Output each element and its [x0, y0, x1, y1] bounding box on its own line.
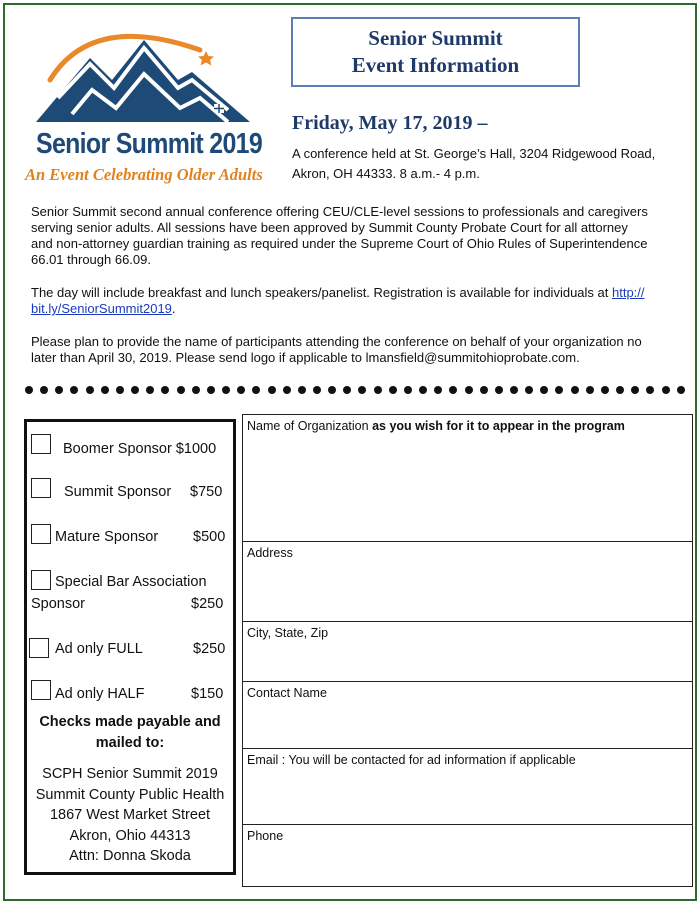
separator-dot	[404, 386, 412, 394]
ad-half-checkbox[interactable]	[31, 680, 51, 700]
separator-dot	[222, 386, 230, 394]
separator-dot	[555, 386, 563, 394]
address-field[interactable]	[243, 542, 692, 622]
separator-dot	[510, 386, 518, 394]
senior-summit-logo	[22, 18, 277, 188]
separator-dot	[525, 386, 533, 394]
intro-paragraph	[31, 204, 686, 268]
logo-title: Senior Summit 2019	[36, 128, 263, 160]
separator-dot	[601, 386, 609, 394]
separator-dot	[252, 386, 260, 394]
separator-dot	[480, 386, 488, 394]
separator-dot	[161, 386, 169, 394]
summit-sponsor-label: Summit Sponsor	[64, 484, 172, 500]
contact-name-label: Contact Name	[247, 686, 327, 700]
separator-dot	[268, 386, 276, 394]
separator-dot	[298, 386, 306, 394]
bar-association-sponsor-label: Special Bar Association	[55, 574, 207, 590]
registration-form	[242, 414, 693, 887]
separator-dot	[177, 386, 185, 394]
participants-line: later than April 30, 2019. Please send logo if applicable to lmansfield@summitohioprobate.com.	[31, 350, 580, 365]
organization-name-label-text: Name of Organization	[247, 419, 373, 433]
separator-dot	[70, 386, 78, 394]
separator-dot	[192, 386, 200, 394]
summit-sponsor-price: $750	[190, 484, 223, 500]
mailing-address-line: Akron, Ohio 44313	[69, 827, 191, 844]
registration-text: The day will include breakfast and lunch speakers/panelist. Registration is available for individuals at	[31, 285, 612, 300]
event-location-line2: Akron, OH 44333. 8 a.m.- 4 p.m.	[292, 166, 480, 181]
organization-name-field[interactable]	[243, 415, 692, 542]
intro-line: Senior Summit second annual conference offering CEU/CLE-level sessions to professionals and caregivers	[31, 204, 648, 219]
separator-dot	[374, 386, 382, 394]
separator-dot	[86, 386, 94, 394]
ad-half-price: $150	[191, 686, 224, 702]
mature-sponsor-checkbox[interactable]	[31, 524, 51, 544]
registration-period: .	[171, 301, 176, 316]
registration-paragraph	[31, 285, 686, 317]
separator-dot	[434, 386, 442, 394]
separator-dot	[616, 386, 624, 394]
city-state-zip-field[interactable]	[243, 622, 692, 682]
event-location	[292, 144, 687, 184]
organization-name-note: as you wish for it to appear in the program	[372, 419, 625, 433]
phone-field[interactable]	[243, 825, 692, 886]
event-date: Friday, May 17, 2019 –	[292, 112, 488, 134]
bar-association-sponsor-checkbox[interactable]	[31, 570, 51, 590]
separator-dot	[283, 386, 291, 394]
separator-dot	[540, 386, 548, 394]
boomer-sponsor-checkbox[interactable]	[31, 434, 51, 454]
separator-dot	[495, 386, 503, 394]
separator-dot	[389, 386, 397, 394]
separator-dot	[313, 386, 321, 394]
separator-dot	[116, 386, 124, 394]
separator-dot	[55, 386, 63, 394]
mailing-address-line: SCPH Senior Summit 2019	[42, 766, 218, 782]
organization-name-label	[247, 419, 625, 433]
ad-full-label: Ad only FULL	[55, 641, 143, 657]
separator-dot	[237, 386, 245, 394]
separator-dot	[207, 386, 215, 394]
participants-paragraph	[31, 334, 686, 366]
contact-name-field[interactable]	[243, 682, 692, 749]
mature-sponsor-label: Mature Sponsor	[55, 529, 159, 545]
separator-dot	[449, 386, 457, 394]
separator-dot	[101, 386, 109, 394]
separator-dot	[25, 386, 33, 394]
header-title-line1: Senior Summit	[368, 26, 503, 50]
separator-dot	[419, 386, 427, 394]
separator-dot	[328, 386, 336, 394]
registration-link[interactable]: bit.ly/SeniorSummit2019	[31, 301, 172, 316]
separator-dot	[465, 386, 473, 394]
separator-dot	[146, 386, 154, 394]
payment-heading-line1: Checks made payable and	[39, 714, 221, 730]
mailing-address-line: Attn: Donna Skoda	[69, 848, 191, 864]
ad-full-price: $250	[193, 641, 226, 657]
mailing-address-line: Summit County Public Health	[35, 786, 225, 803]
separator-dot	[40, 386, 48, 394]
dotted-separator	[25, 384, 685, 396]
boomer-sponsor-label: Boomer Sponsor $1000	[63, 441, 217, 457]
mailing-address-line: 1867 West Market Street	[49, 807, 211, 823]
intro-line: serving senior adults. All sessions have been approved by Summit County Probate Court for all attorney	[31, 220, 628, 235]
intro-line: 66.01 through 66.09.	[31, 252, 151, 267]
separator-dot	[343, 386, 351, 394]
mountains-house-star-logo-icon	[32, 18, 262, 128]
email-field[interactable]	[243, 749, 692, 825]
event-location-line1: A conference held at St. George’s Hall, 3204 Ridgewood Road,	[292, 146, 656, 161]
separator-dot	[662, 386, 670, 394]
intro-line: and non-attorney guardian training as required under the Supreme Court of Ohio Rules of Superintendence	[31, 236, 648, 251]
bar-association-sponsor-label-line2: Sponsor	[31, 596, 86, 612]
phone-label: Phone	[247, 829, 284, 843]
participants-line: Please plan to provide the name of participants attending the conference on behalf of your organization no	[31, 334, 642, 349]
payment-heading	[27, 712, 233, 754]
logo-tagline: An Event Celebrating Older Adults	[25, 165, 263, 184]
ad-half-label: Ad only HALF	[55, 686, 145, 702]
address-label: Address	[247, 546, 293, 560]
separator-dot	[131, 386, 139, 394]
mailing-address	[27, 764, 233, 867]
separator-dot	[631, 386, 639, 394]
mature-sponsor-price: $500	[193, 529, 226, 545]
sponsorship-options	[24, 419, 236, 875]
separator-dot	[358, 386, 366, 394]
separator-dot	[646, 386, 654, 394]
city-state-zip-label: City, State, Zip	[247, 626, 329, 640]
header-title-line2: Event Information	[351, 53, 520, 77]
ad-full-checkbox[interactable]	[29, 638, 49, 658]
registration-link[interactable]: http://	[611, 285, 645, 300]
event-info-header	[291, 17, 580, 87]
summit-sponsor-checkbox[interactable]	[31, 478, 51, 498]
email-label: Email : You will be contacted for ad information if applicable	[247, 753, 576, 767]
separator-dot	[586, 386, 594, 394]
bar-association-sponsor-price: $250	[191, 596, 224, 612]
payment-heading-line2: mailed to:	[95, 735, 165, 751]
separator-dot	[677, 386, 685, 394]
separator-dot	[571, 386, 579, 394]
